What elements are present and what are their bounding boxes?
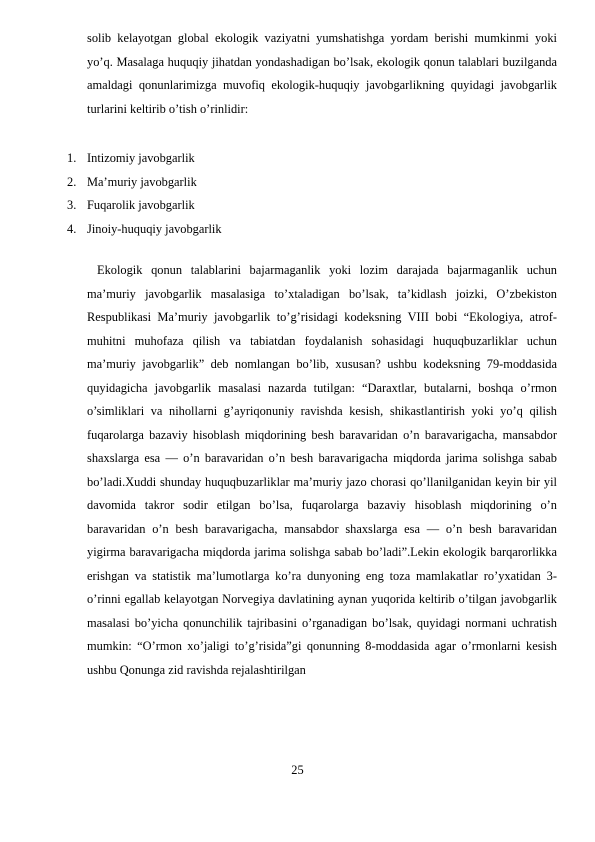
list-item-number: 1. xyxy=(67,151,77,165)
list-item xyxy=(67,218,557,242)
list-item-label: Jinoiy-huquqiy javobgarlik xyxy=(87,221,222,236)
liability-types-list xyxy=(67,147,557,241)
list-item-label: Intizomiy javobgarlik xyxy=(87,151,195,165)
page-number: 25 xyxy=(291,763,304,777)
main-paragraph: Ekologik qonun talablarini bajarmaganlik yoki lozim darajada bajarmaganlik uchun ma’muriy javobgarlik masalasiga to’xtaladigan bo’lsak, ta’kidlash joizki, O’zbekiston Respublikasi Ma’muriy javobgarlik to’g’risidagi kodeksning VIII bobi “Ekologiya, atrof-muhitni muhofaza qilish va tabiatdan foydalanish sohasidagi huquqbuzarliklar uchun ma’muriy javobgarlik” deb nomlangan bo’lib, xususan? ushbu kodeksning 79-moddasida quyidagicha javobgarlik masalasi nazarda tutilgan: “Daraxtlar, butalarni, boshqa o’rmon o’simliklari va nihollarni g’ayriqonuniy ravishda kesish, shikastlantirish yoki yo’q qilish fuqarolarga bazaviy hisoblash miqdorining besh baravaridan o’n baravarigacha, mansabdor shaxslarga esa — o’n baravaridan o’n besh baravarigacha miqdorda jarima solishga sabab bo’ladi.Xuddi shunday huquqbuzarliklar ma’muriy jazo chorasi qo’llanilganidan keyin bir yil davomida takror sodir etilgan bo’lsa, fuqarolarga bazaviy hisoblash miqdorining o’n baravaridan o’n besh baravarigacha, mansabdor shaxslarga esa — o’n besh baravaridan yigirma baravarigacha miqdorda jarima solishga sabab bo’ladi”.Lekin ekologik barqarorlikka erishgan va statistik ma’lumotlarga ko’ra dunyoning eng toza mamlakatlar ro’yxatidan 3-o’rinni egallab kelayotgan Norvegiya davlatining aynan yuqorida keltirib o’tilgan javobgarlik masalasi bo’yicha qonunchilik tajribasini o’rganadigan bo’lsak, quyidagi normani uchratish mumkin: “O’rmon xo’jaligi to’g’risida”gi qonunning 8-moddasida agar o’rmonlarni kesish ushbu Qonunga zid ravishda rejalashtirilgan xyxy=(87,263,557,677)
list-item-label: Fuqarolik javobgarlik xyxy=(87,198,195,212)
list-item xyxy=(67,171,557,195)
list-item-number: 3. xyxy=(67,198,77,212)
list-item xyxy=(67,194,557,218)
intro-paragraph: solib kelayotgan global ekologik vaziyatni yumshatishga yordam berishi mumkinmi yoki yo’q. Masalaga huquqiy jihatdan yondashadigan bo’lsak, ekologik qonun talablari buzilganda amaldagi qonunlarimizga muvofiq ekologik-huquqiy javobgarlikning quyidagi javobgarlik turlarini keltirib o’tish o’rinlidir: xyxy=(87,31,557,116)
list-item-number: 4. xyxy=(67,221,77,236)
list-item xyxy=(67,147,557,171)
list-item-label: Ma’muriy javobgarlik xyxy=(87,174,197,189)
list-item-number: 2. xyxy=(67,174,77,189)
